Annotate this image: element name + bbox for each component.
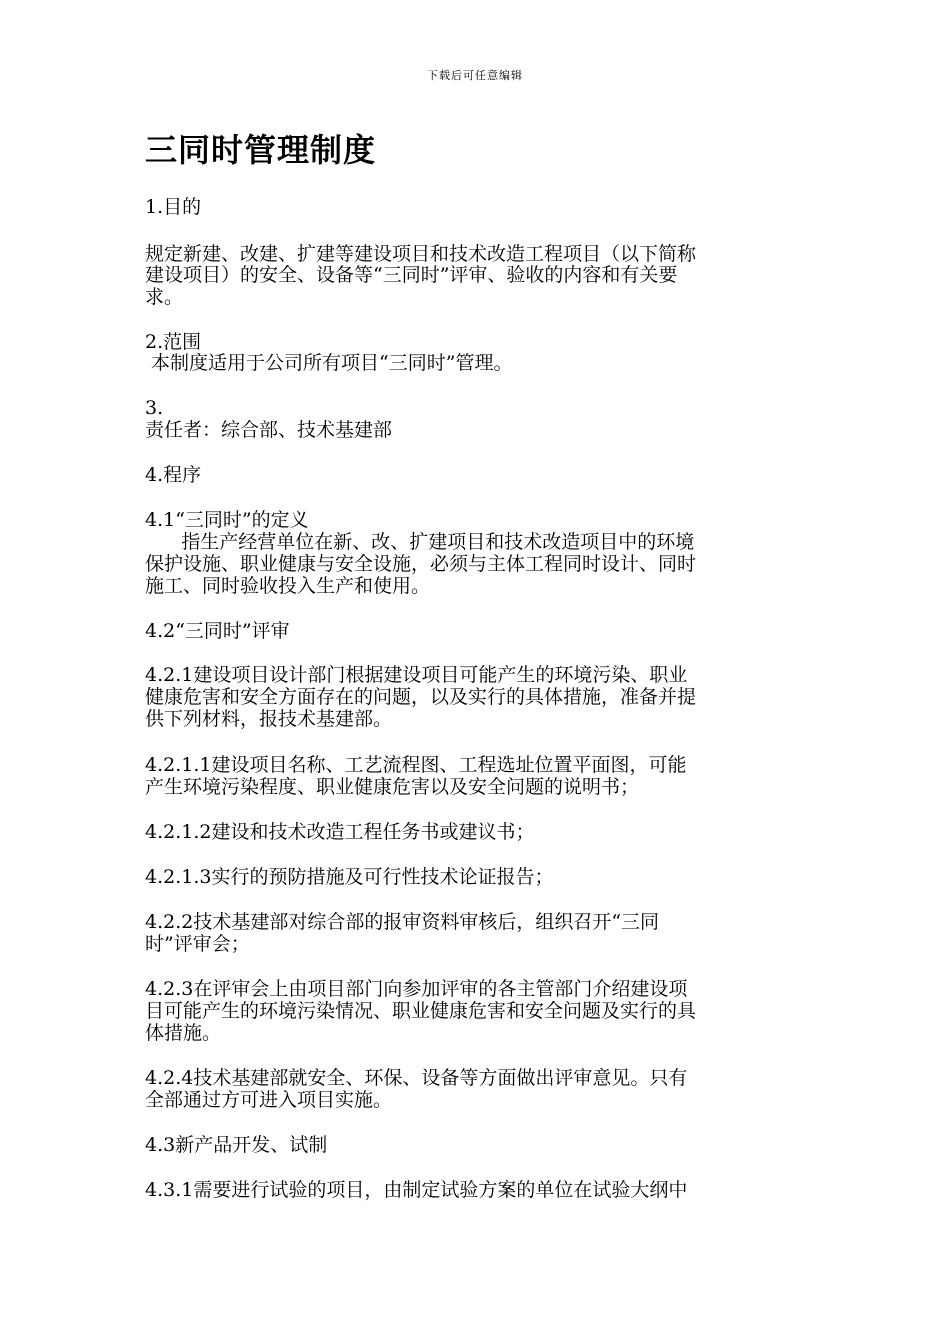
section-4-3-heading: 4.3新产品开发、试制 (145, 1134, 328, 1156)
section-4-2-3-line-3: 体措施。 (145, 1022, 222, 1044)
purpose-line-2: 建设项目）的安全、设备等“三同时”评审、验收的内容和有关要 (145, 264, 678, 286)
section-4-1-heading: 4.1“三同时”的定义 (145, 509, 309, 531)
section-4-2-1-3: 4.2.1.3实行的预防措施及可行性技术论证报告； (145, 866, 554, 888)
section-4-2-2-line-1: 4.2.2技术基建部对综合部的报审资料审核后，组织召开“三同 (145, 911, 660, 933)
responsibility-text: 责任者：综合部、技术基建部 (145, 419, 393, 441)
section-4-2-1-1-line-2: 产生环境污染程度、职业健康危害以及安全问题的说明书； (145, 776, 640, 798)
section-4-2-2-line-2: 时”评审会； (145, 933, 250, 955)
page-header-note: 下载后可任意编辑 (427, 69, 523, 82)
document-title: 三同时管理制度 (145, 131, 377, 169)
section-4-2-1-2: 4.2.1.2建设和技术改造工程任务书或建议书； (145, 821, 535, 843)
section-4-1-line-1: 指生产经营单位在新、改、扩建项目和技术改造项目中的环境 (145, 531, 695, 553)
section-4-2-4-line-1: 4.2.4技术基建部就安全、环保、设备等方面做出评审意见。只有 (145, 1067, 688, 1089)
section-4-2-4-line-2: 全部通过方可进入项目实施。 (145, 1089, 393, 1111)
heading-4-procedure: 4.程序 (145, 464, 202, 486)
section-4-1-line-2: 保护设施、职业健康与安全设施，必须与主体工程同时设计、同时 (145, 553, 697, 575)
section-4-1-line-3: 施工、同时验收投入生产和使用。 (145, 575, 431, 597)
heading-2-scope: 2.范围 (145, 331, 202, 353)
section-4-2-1-1-line-1: 4.2.1.1建设项目名称、工艺流程图、工程选址位置平面图，可能 (145, 754, 687, 776)
scope-text: 本制度适用于公司所有项目“三同时”管理。 (145, 352, 513, 374)
purpose-line-3: 求。 (145, 286, 184, 308)
purpose-line-1: 规定新建、改建、扩建等建设项目和技术改造工程项目（以下简称 (145, 243, 697, 265)
section-4-2-3-line-2: 目可能产生的环境污染情况、职业健康危害和安全问题及实行的具 (145, 1000, 697, 1022)
heading-1-purpose: 1.目的 (145, 196, 202, 218)
section-4-3-1-line-1: 4.3.1需要进行试验的项目，由制定试验方案的单位在试验大纲中 (145, 1179, 688, 1201)
section-4-2-1-line-3: 供下列材料，报技术基建部。 (145, 708, 393, 730)
section-4-2-3-line-1: 4.2.3在评审会上由项目部门向参加评审的各主管部门介绍建设项 (145, 978, 688, 1000)
section-4-2-1-line-1: 4.2.1建设项目设计部门根据建设项目可能产生的环境污染、职业 (145, 664, 688, 686)
section-4-2-1-line-2: 健康危害和安全方面存在的问题，以及实行的具体措施，准备并提 (145, 686, 697, 708)
section-4-2-heading: 4.2“三同时”评审 (145, 620, 290, 642)
heading-3-number: 3. (145, 397, 164, 419)
